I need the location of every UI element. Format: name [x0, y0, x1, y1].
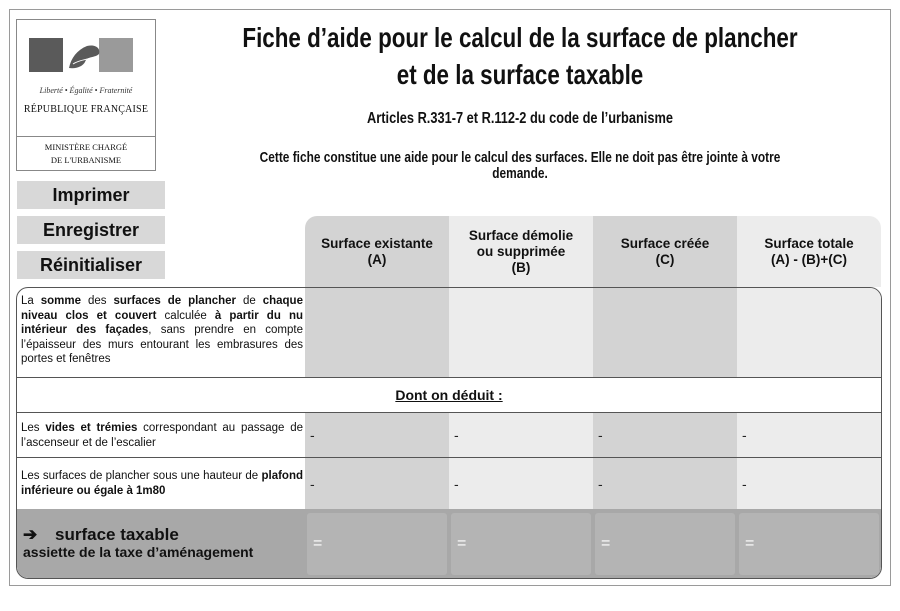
input-existing-voids[interactable]: - [305, 413, 449, 457]
row-floor-area-sum-label [21, 294, 303, 367]
total-created-cell: = [595, 513, 735, 575]
row-low-ceiling-label [21, 469, 303, 498]
column-header-label: Surface existante [321, 235, 433, 251]
column-header-label-2: ou supprimée [476, 243, 566, 259]
column-header-created [593, 216, 737, 287]
taxable-surface-row [17, 509, 881, 578]
text-segment: Les [21, 422, 46, 434]
total-demolished-cell: = [451, 513, 591, 575]
text-segment: , sans prendre en compte l’épaisseur des murs entourant les embrasures des portes et fenêtres [21, 324, 303, 365]
reset-button[interactable]: Réinitialiser [17, 251, 165, 279]
page-title [240, 19, 800, 93]
text-segment: calculée [156, 309, 215, 322]
bold-segment: chaque niveau clos et couvert [21, 295, 303, 322]
arrow-right-icon: ➔ [23, 525, 38, 544]
input-demolished-voids[interactable]: - [449, 413, 593, 457]
column-header-label: Surface démolie [468, 227, 574, 243]
column-header-code: (C) [655, 251, 675, 267]
bold-segment: à partir du nu intérieur des façades [21, 309, 303, 336]
column-header-total [737, 216, 881, 287]
column-header-code: (B) [511, 259, 531, 275]
logo-divider [17, 136, 155, 137]
notice-text: Cette fiche constitue une aide pour le calcul des surfaces. Elle ne doit pas être jointe à votre demande. [259, 150, 781, 182]
output-total-low-ceiling: - [737, 458, 882, 509]
save-button[interactable]: Enregistrer [17, 216, 165, 244]
output-total-floor-area [737, 288, 882, 377]
text-segment: Les surfaces de plancher sous une hauteur de [21, 470, 262, 482]
republique-logo-block [16, 19, 156, 171]
input-existing-floor-area[interactable] [305, 288, 449, 377]
input-created-low-ceiling[interactable]: - [593, 458, 737, 509]
taxable-surface-label [23, 525, 305, 560]
input-created-voids[interactable]: - [593, 413, 737, 457]
title-line-1: Fiche d’aide pour le calcul de la surface de plancher [242, 22, 798, 53]
bold-segment: somme [40, 295, 82, 307]
column-header-label: Surface créée [620, 235, 710, 251]
deduction-heading: Dont on déduit : [17, 377, 881, 413]
input-demolished-low-ceiling[interactable]: - [449, 458, 593, 509]
total-overall-cell: = [739, 513, 879, 575]
column-header-existing [305, 216, 449, 287]
column-header-label: Surface totale [764, 235, 854, 251]
bold-segment: vides et trémies [45, 422, 138, 434]
column-header-formula: (A) - (B)+(C) [770, 251, 848, 267]
input-demolished-floor-area[interactable] [449, 288, 593, 377]
print-button[interactable]: Imprimer [17, 181, 165, 209]
row-voids-label [21, 421, 303, 450]
taxable-surface-subtitle: assiette de la taxe d’aménagement [23, 544, 254, 560]
column-header-demolished [449, 216, 593, 287]
text-segment: La [21, 295, 41, 307]
output-total-voids: - [737, 413, 882, 457]
total-existing-cell: = [307, 513, 447, 575]
ministere-text [17, 141, 155, 167]
bold-segment: surfaces de plancher [113, 295, 237, 307]
ministere-line-1: MINISTÈRE CHARGÉ [44, 142, 128, 152]
text-segment: de [236, 295, 263, 307]
column-header-code: (A) [367, 251, 387, 267]
marianne-logo-icon [29, 38, 133, 72]
input-created-floor-area[interactable] [593, 288, 737, 377]
republique-francaise-text: RÉPUBLIQUE FRANÇAISE [23, 104, 149, 115]
articles-reference: Articles R.331-7 et R.112-2 du code de l’urbanisme [367, 110, 673, 127]
title-line-2: et de la surface taxable [396, 59, 644, 90]
republic-motto: Liberté • Égalité • Fraternité [39, 86, 133, 95]
text-segment: des [81, 295, 114, 307]
input-existing-low-ceiling[interactable]: - [305, 458, 449, 509]
ministere-line-2: DE L'URBANISME [50, 155, 122, 165]
bold-segment: plafond inférieure ou égale à 1m80 [21, 470, 303, 497]
text-segment: correspondant au passage de l’ascenseur et de l’escalier [21, 422, 303, 449]
surface-table [16, 287, 882, 579]
taxable-surface-title: surface taxable [55, 525, 179, 544]
